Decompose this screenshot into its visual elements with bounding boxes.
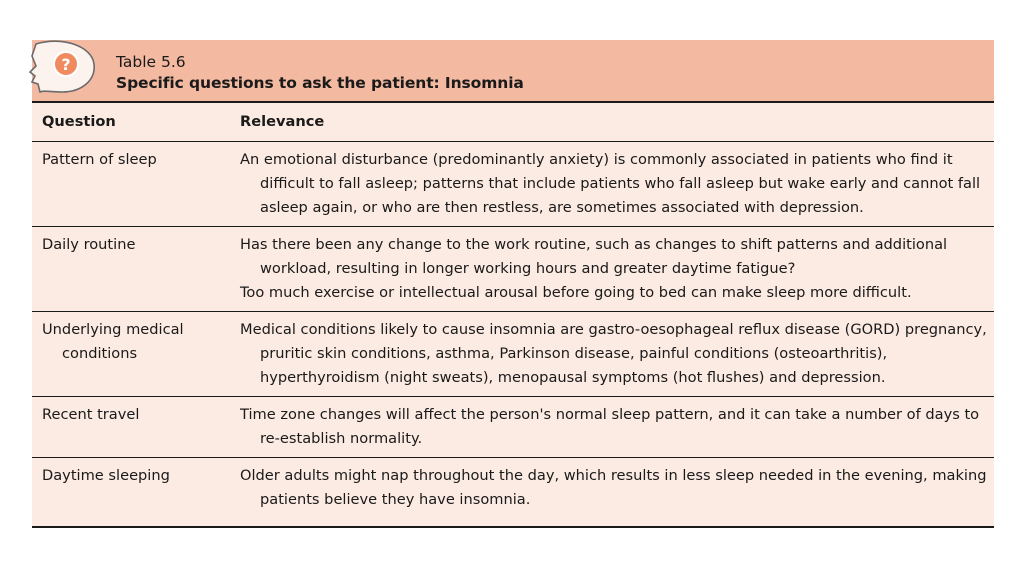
table-number: Table 5.6 bbox=[116, 53, 186, 71]
insomnia-question-table bbox=[32, 40, 994, 528]
column-header-relevance: Relevance bbox=[230, 103, 994, 142]
relevance-cell: Has there been any change to the work routine, such as changes to shift patterns and additional workload, resulting in longer working hours and greater daytime fatigue? Too much exercise or intellectual arousal before going to bed can make sleep more difficult. bbox=[230, 227, 994, 312]
question-cell: Recent travel bbox=[32, 397, 230, 458]
table-title-bar bbox=[32, 40, 994, 101]
question-table bbox=[32, 103, 994, 528]
question-cell: Daytime sleeping bbox=[32, 458, 230, 528]
table-header-row bbox=[32, 103, 994, 142]
svg-text:?: ? bbox=[61, 55, 71, 74]
table-row bbox=[32, 142, 994, 227]
table-row bbox=[32, 312, 994, 397]
question-cell: Underlying medical conditions bbox=[32, 312, 230, 397]
question-cell: Pattern of sleep bbox=[32, 142, 230, 227]
relevance-cell: Older adults might nap throughout the day, which results in less sleep needed in the evening, making patients believe they have insomnia. bbox=[230, 458, 994, 528]
column-header-question: Question bbox=[32, 103, 230, 142]
relevance-cell: Time zone changes will affect the person's normal sleep pattern, and it can take a number of days to re-establish normality. bbox=[230, 397, 994, 458]
question-cell: Daily routine bbox=[32, 227, 230, 312]
question-mark-head-icon bbox=[26, 40, 100, 96]
relevance-cell: An emotional disturbance (predominantly anxiety) is commonly associated in patients who find it difficult to fall asleep; patterns that include patients who fall asleep but wake early and cannot fall asleep again, or who are then restless, are sometimes associated with depression. bbox=[230, 142, 994, 227]
table-row bbox=[32, 458, 994, 528]
relevance-cell: Medical conditions likely to cause insomnia are gastro-oesophageal reflux disease (GORD) pregnancy, pruritic skin conditions, asthma, Parkinson disease, painful conditions (osteoarthritis), hyperthyroidism (night sweats), menopausal symptoms (hot flushes) and depression. bbox=[230, 312, 994, 397]
table-row bbox=[32, 397, 994, 458]
table-caption: Specific questions to ask the patient: Insomnia bbox=[116, 74, 524, 92]
table-row bbox=[32, 227, 994, 312]
